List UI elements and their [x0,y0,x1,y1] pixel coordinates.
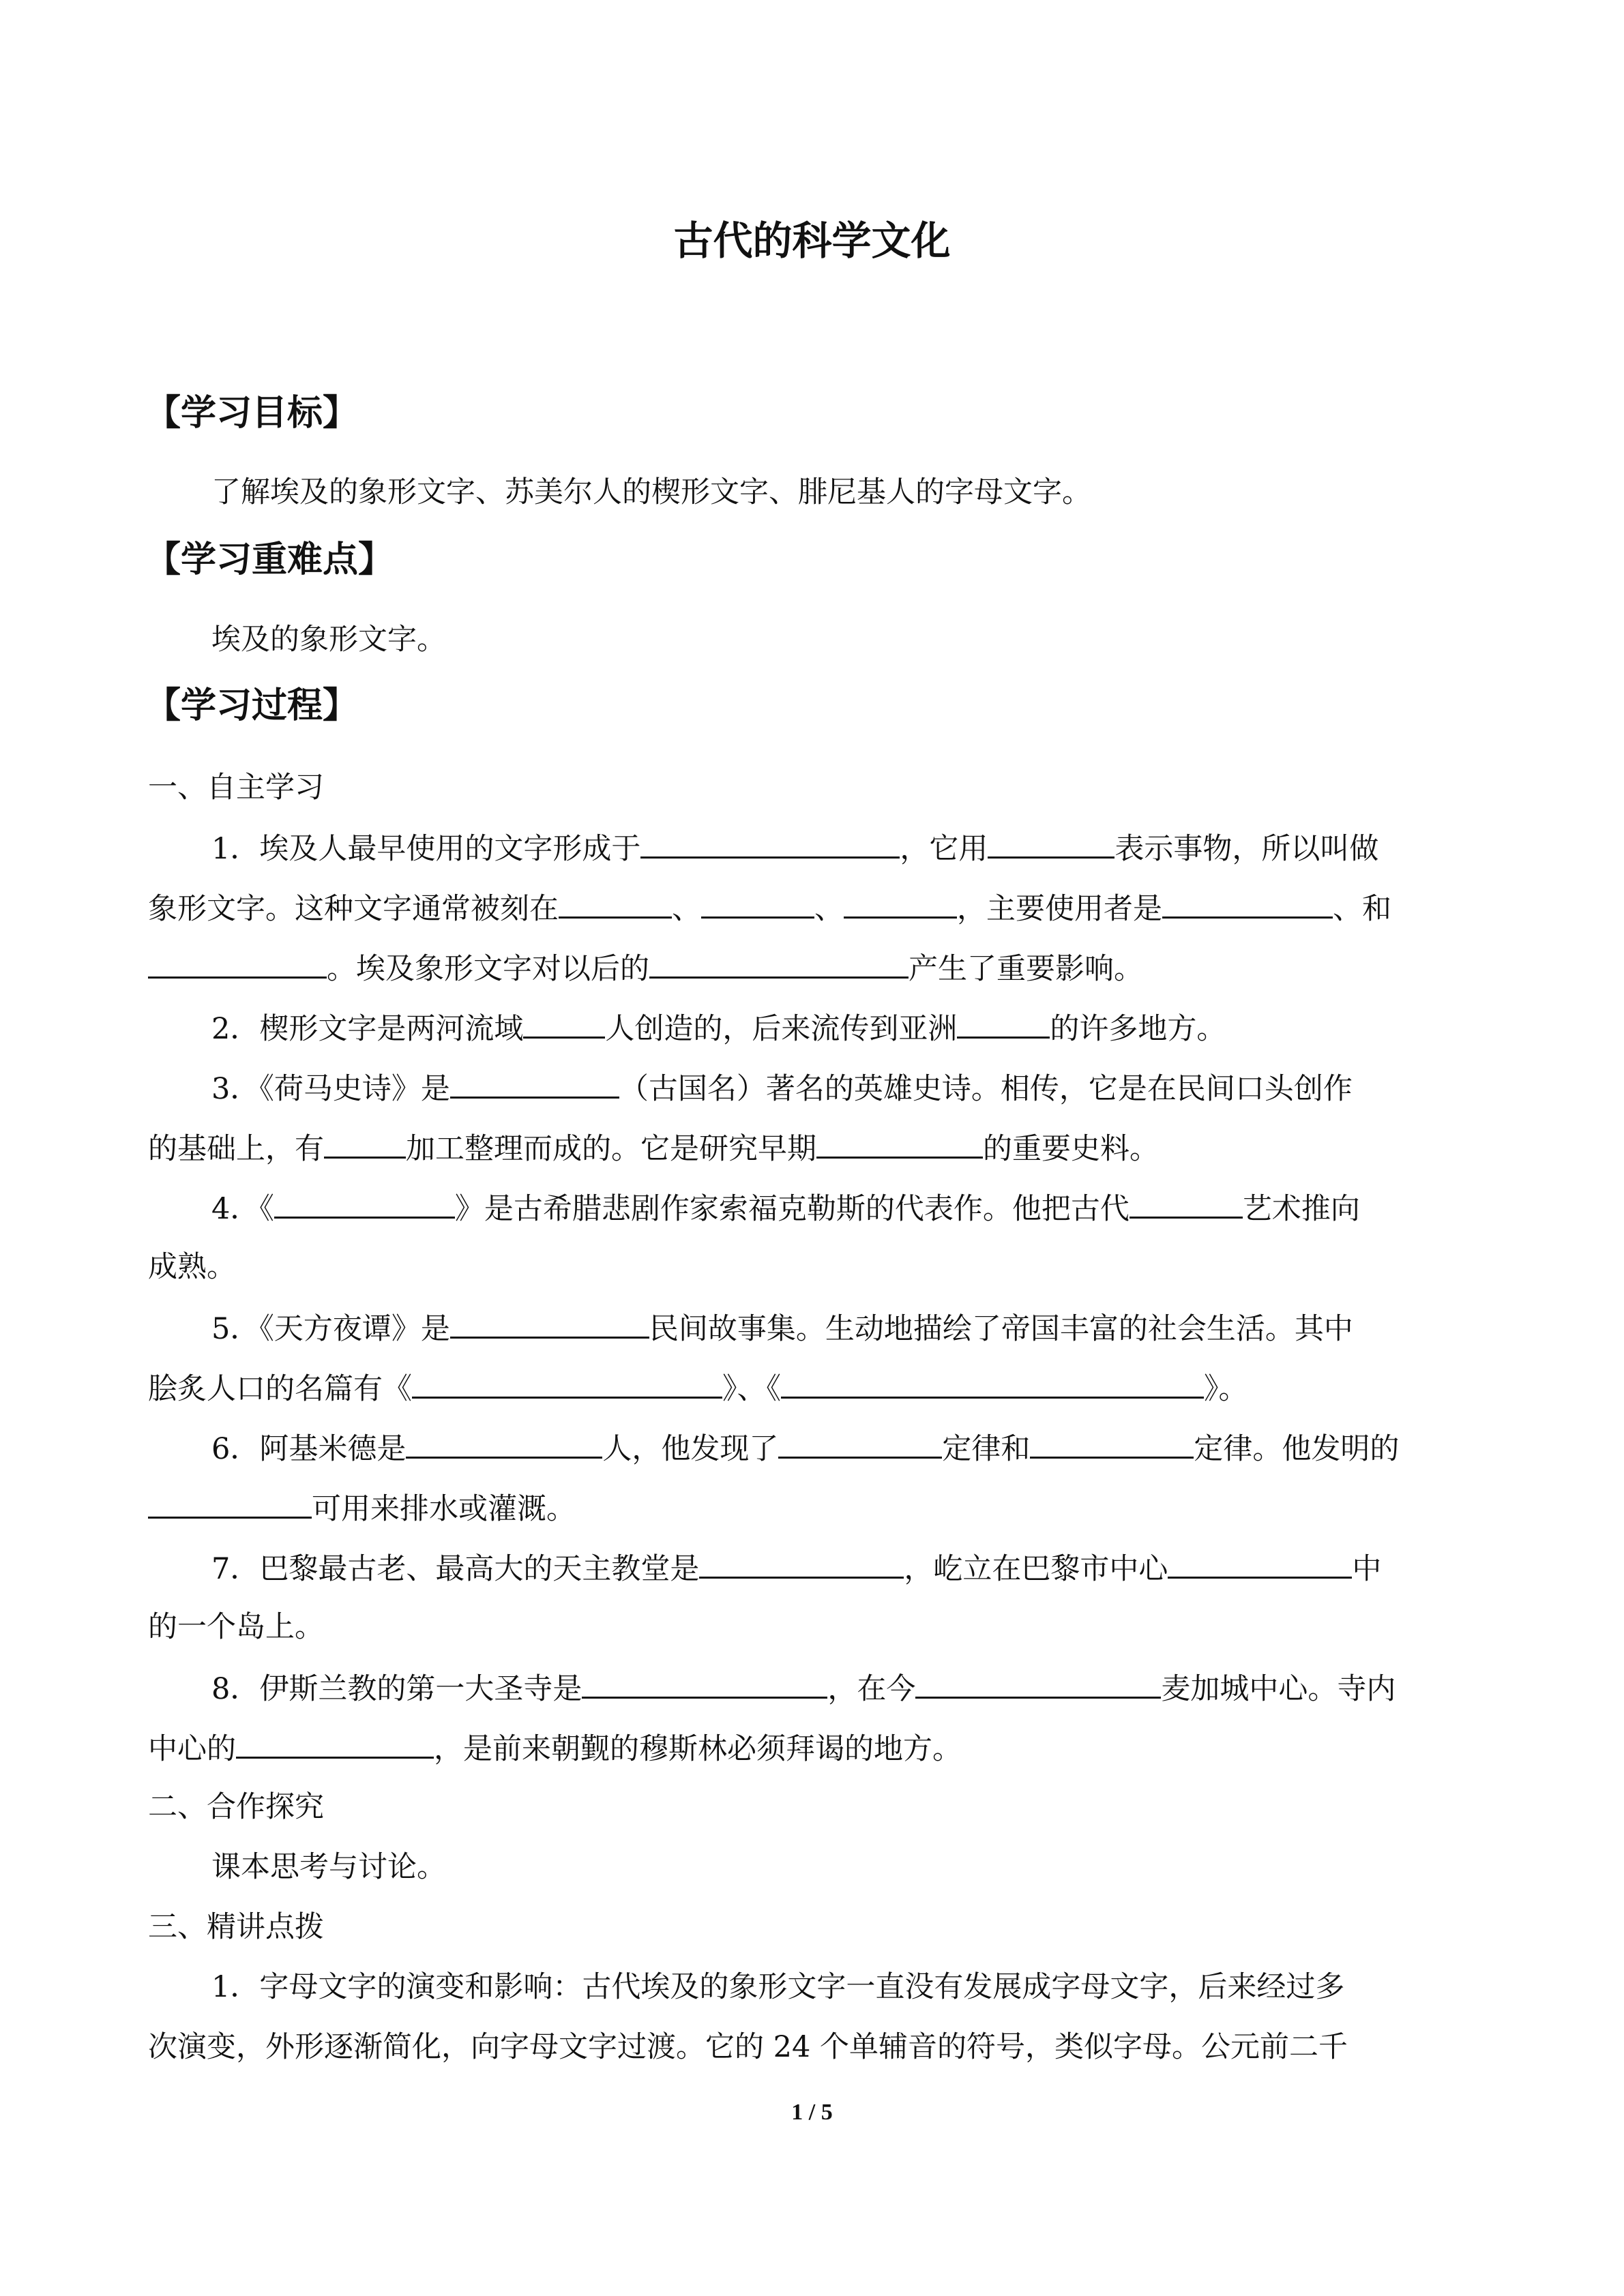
part2-heading: 二、合作探究 [148,1790,324,1824]
learning-process-heading: 【学习过程】 [145,685,359,726]
part3-heading: 三、精讲点拨 [148,1910,324,1944]
answer-blank[interactable] [699,1547,904,1579]
answer-blank[interactable] [844,886,957,919]
key-points-heading: 【学习重难点】 [145,539,394,580]
answer-blank[interactable] [412,1367,722,1399]
learning-goals-text: 了解埃及的象形文字、苏美尔人的楔形文字、腓尼基人的字母文字。 [211,475,1091,509]
answer-blank[interactable] [1030,1427,1194,1459]
question-6-line-2: 可用来排水或灌溉。 [148,1487,576,1530]
part3-paragraph-1-line-1: 1．字母文字的演变和影响：古代埃及的象形文字一直没有发展成字母文字，后来经过多 [211,1970,1345,2004]
answer-blank[interactable] [816,1127,983,1159]
answer-blank[interactable] [649,946,909,979]
question-1-line-3: 。埃及象形文字对以后的 产生了重要影响。 [148,946,1143,989]
question-8-line-2: 中心的 ，是前来朝觐的穆斯林必须拜谒的地方。 [148,1727,962,1770]
question-1-line-1: 1．埃及人最早使用的文字形成于 ，它用 表示事物，所以叫做 [211,826,1378,869]
question-2: 2．楔形文字是两河流域 人创造的，后来流传到亚洲 的许多地方。 [211,1007,1226,1049]
answer-blank[interactable] [1168,1547,1352,1579]
answer-blank[interactable] [450,1067,619,1099]
question-3-line-2: 的基础上，有 加工整理而成的。它是研究早期 的重要史料。 [148,1127,1159,1169]
answer-blank[interactable] [450,1307,649,1339]
question-4-line-2: 成熟。 [148,1250,236,1284]
answer-blank[interactable] [781,1367,1204,1399]
part2-text: 课本思考与讨论。 [211,1850,446,1884]
answer-blank[interactable] [148,946,327,979]
question-5-line-2: 脍炙人口的名篇有《 》、《 》。 [148,1367,1248,1410]
answer-blank[interactable] [523,1007,605,1039]
answer-blank[interactable] [559,886,672,919]
page-title: 古代的科学文化 [673,218,951,264]
question-4-line-1: 4．《 》是古希腊悲剧作家索福克勒斯的代表作。他把古代 艺术推向 [211,1187,1360,1229]
part3-paragraph-1-line-2: 次演变，外形逐渐简化，向字母文字过渡。它的 24 个单辅音的符号，类似字母。公元前二千 [148,2030,1348,2064]
key-points-text: 埃及的象形文字。 [211,623,446,657]
answer-blank[interactable] [778,1427,942,1459]
part1-heading: 一、自主学习 [148,771,324,805]
answer-blank[interactable] [1130,1187,1243,1219]
answer-blank[interactable] [274,1187,455,1219]
answer-blank[interactable] [236,1727,434,1759]
question-3-line-1: 3．《荷马史诗》是 （古国名）著名的英雄史诗。相传，它是在民间口头创作 [211,1067,1353,1109]
answer-blank[interactable] [957,1007,1050,1039]
answer-blank[interactable] [148,1487,312,1519]
learning-goals-heading: 【学习目标】 [145,393,359,434]
question-6-line-1: 6．阿基米德是 人，他发现了 定律和 定律。他发明的 [211,1427,1399,1470]
answer-blank[interactable] [988,826,1114,859]
answer-blank[interactable] [915,1667,1161,1699]
answer-blank[interactable] [640,826,900,859]
answer-blank[interactable] [324,1127,406,1159]
question-7-line-1: 7．巴黎最古老、最高大的天主教堂是 ，屹立在巴黎市中心 中 [211,1547,1381,1590]
answer-blank[interactable] [582,1667,827,1699]
question-7-line-2: 的一个岛上。 [148,1610,324,1644]
answer-blank[interactable] [1162,886,1333,919]
question-5-line-1: 5．《天方夜谭》是 民间故事集。生动地描绘了帝国丰富的社会生活。其中 [211,1307,1353,1350]
question-8-line-1: 8．伊斯兰教的第一大圣寺是 ，在今 麦加城中心。寺内 [211,1667,1396,1710]
answer-blank[interactable] [406,1427,602,1459]
answer-blank[interactable] [701,886,814,919]
page-number: 1 / 5 [791,2100,833,2125]
question-1-line-2: 象形文字。这种文字通常被刻在 、 、 ，主要使用者是 、和 [148,886,1391,929]
